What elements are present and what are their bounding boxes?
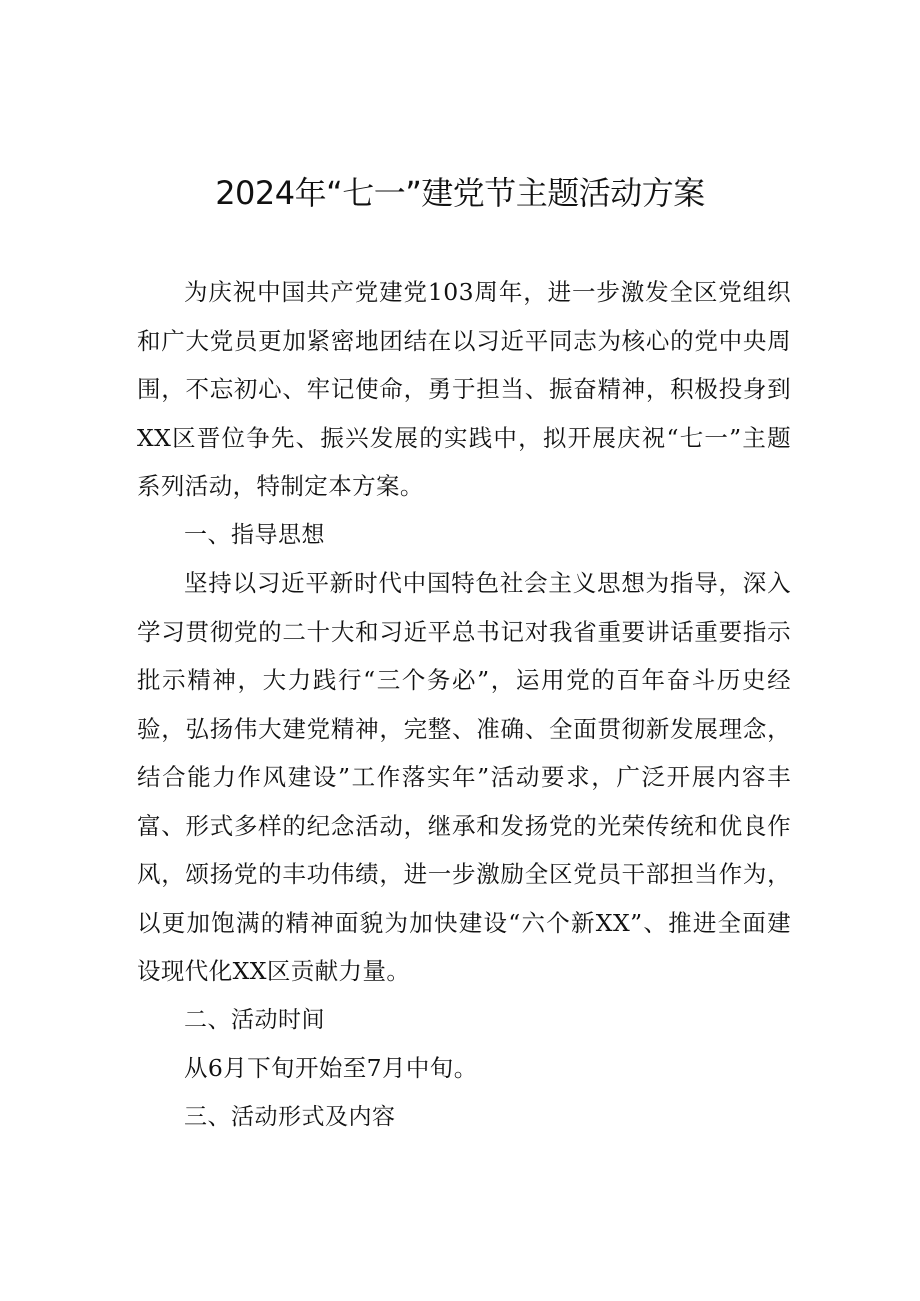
section-paragraph-guiding-ideology: 坚持以习近平新时代中国特色社会主义思想为指导，深入学习贯彻党的二十大和习近平总书记对我省重要讲话重要指示批示精神，大力践行“三个务必”，运用党的百年奋斗历史经验，弘扬伟大建党精神，完整、准确、全面贯彻新发展理念，结合能力作风建设”工作落实年”活动要求，广泛开展内容丰富、形式多样的纪念活动，继承和发扬党的光荣传统和优良作风，颂扬党的丰功伟绩，进一步激励全区党员干部担当作为，以更加饱满的精神面貌为加快建设“六个新XX”、推进全面建设现代化XX区贡献力量。 — [137, 569, 791, 985]
section-heading-activity-content: 三、活动形式及内容 — [184, 1103, 396, 1130]
section-paragraph-activity-time: 从6月下旬开始至7月中旬。 — [184, 1054, 478, 1082]
section-heading-guiding-ideology: 一、指导思想 — [184, 521, 325, 548]
document-title: 2024年“七一”建党节主题活动方案 — [215, 174, 705, 212]
section-heading-activity-time: 二、活动时间 — [184, 1006, 325, 1033]
intro-paragraph: 为庆祝中国共产党建党103周年，进一步激发全区党组织和广大党员更加紧密地团结在以习近平同志为核心的党中央周围，不忘初心、牢记使命，勇于担当、振奋精神，积极投身到XX区晋位争先、振兴发展的实践中，拟开展庆祝“七一”主题系列活动，特制定本方案。 — [137, 278, 791, 500]
document-body — [137, 268, 791, 1141]
